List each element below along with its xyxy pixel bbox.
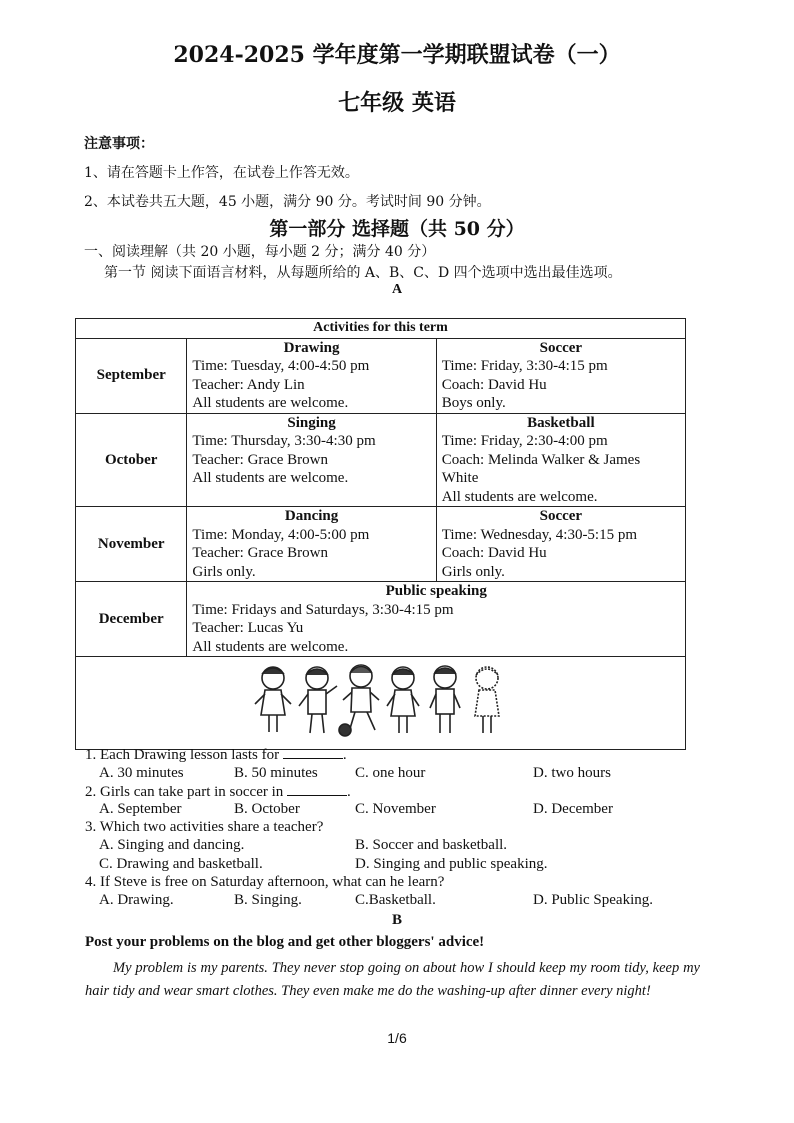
activity-title: Dancing (284, 508, 339, 524)
activity-time: Time: Monday, 4:00-5:00 pm (192, 526, 370, 543)
question-2 (85, 783, 351, 801)
activity-coach: Coach: David Hu (441, 545, 547, 561)
option-b: B. October (234, 801, 300, 817)
question-1 (85, 746, 347, 764)
table-header-row (76, 319, 686, 339)
children-drawing-icon (251, 660, 511, 740)
option-c: C. November (355, 801, 436, 817)
table-caption: Activities for this term (76, 319, 686, 339)
blog-paragraph: My problem is my parents. They never stop going on about how I should keep my room tidy, keep my hair tidy and wear smart clothes. They even make me do the washing-up after dinner every night! (85, 960, 700, 999)
question-stem: 4. If Steve is free on Saturday afternoon, what can he learn? (85, 874, 445, 890)
activity-teacher: Teacher: Lucas Yu (192, 620, 304, 636)
activity-eligibility: Girls only. (441, 563, 505, 580)
option-a: A. Singing and dancing. (99, 837, 245, 853)
option-d: D. two hours (533, 765, 611, 781)
activity-eligibility: All students are welcome. (192, 638, 349, 655)
option-b: B. 50 minutes (234, 765, 318, 781)
activity-eligibility: Girls only. (192, 563, 256, 580)
activity-title: Drawing (283, 339, 340, 356)
activity-cell (187, 413, 436, 507)
activity-cell (436, 507, 685, 582)
activities-table (75, 318, 686, 750)
activity-eligibility: All students are welcome. (192, 395, 349, 411)
note-item-2: 2、本试卷共五大题，45 小题，满分 90 分。考试时间 90 分钟。 (84, 194, 491, 210)
activity-cell (187, 507, 436, 582)
activity-eligibility: All students are welcome. (192, 470, 349, 486)
month-cell: December (76, 582, 187, 657)
activity-cell (436, 338, 685, 413)
passage-b-label: B (391, 912, 402, 928)
option-d: D. Singing and public speaking. (355, 856, 548, 872)
question-end: . (347, 784, 351, 800)
activity-cell (187, 582, 686, 657)
question-3 (85, 819, 323, 836)
activity-time: Time: Thursday, 3:30-4:30 pm (192, 433, 376, 449)
question-stem: 2. Girls can take part in soccer in (85, 784, 284, 800)
question-stem: 3. Which two activities share a teacher? (85, 819, 324, 835)
option-a: A. September (99, 801, 182, 817)
option-d: D. Public Speaking. (533, 892, 653, 908)
option-c: C.Basketball. (355, 892, 436, 908)
answer-blank (287, 783, 347, 796)
notes-heading: 注意事项： (84, 136, 154, 152)
answer-blank (283, 746, 343, 759)
table-row (76, 413, 686, 507)
table-row (76, 582, 686, 657)
option-a: A. 30 minutes (99, 765, 184, 781)
section-title: 第一部分 选择题（共 50 分） (269, 218, 525, 240)
kids-illustration (76, 657, 686, 750)
activity-eligibility: Boys only. (441, 395, 506, 411)
activity-time: Time: Friday, 2:30-4:00 pm (441, 433, 608, 449)
activity-title: Public speaking (385, 583, 487, 599)
month-cell: October (76, 413, 187, 507)
option-b: B. Singing. (234, 892, 302, 908)
activity-title: Soccer (539, 339, 583, 356)
option-c: C. Drawing and basketball. (99, 856, 263, 872)
activity-cell (436, 413, 685, 507)
option-a: A. Drawing. (99, 892, 174, 908)
question-end: . (342, 747, 347, 763)
activity-time: Time: Fridays and Saturdays, 3:30-4:15 pm (192, 601, 454, 618)
month-cell: November (76, 507, 187, 582)
part-one-heading: 一、阅读理解（共 20 小题，每小题 2 分；满分 40 分） (84, 244, 436, 260)
activity-eligibility: All students are welcome. (441, 488, 598, 505)
activity-coach: Coach: David Hu (441, 376, 547, 393)
passage-a-label: A (391, 282, 403, 297)
activity-cell (187, 338, 436, 413)
activity-coach: Coach: Melinda Walker & James White (441, 451, 641, 486)
activity-title: Soccer (539, 508, 583, 524)
table-row (76, 507, 686, 582)
activity-title: Singing (287, 414, 336, 431)
page-subtitle: 七年级 英语 (338, 90, 456, 116)
illustration-row (76, 657, 686, 750)
page-number: 1/6 (387, 1030, 407, 1046)
note-item-1: 1、请在答题卡上作答，在试卷上作答无效。 (84, 165, 359, 181)
page-title: 2024-2025 学年度第一学期联盟试卷（一） (173, 42, 621, 68)
month-cell: September (76, 338, 187, 413)
activity-title: Basketball (527, 414, 595, 431)
instruction-text: 第一节 阅读下面语言材料，从每题所给的 A、B、C、D 四个选项中选出最佳选项。 (104, 265, 622, 281)
activity-time: Time: Tuesday, 4:00-4:50 pm (192, 358, 370, 374)
option-b: B. Soccer and basketball. (355, 837, 508, 853)
activity-time: Time: Wednesday, 4:30-5:15 pm (441, 526, 638, 543)
activity-time: Time: Friday, 3:30-4:15 pm (441, 358, 608, 374)
activity-teacher: Teacher: Grace Brown (192, 451, 328, 468)
activity-teacher: Teacher: Andy Lin (192, 376, 305, 393)
option-d: D. December (533, 801, 613, 817)
option-c: C. one hour (355, 765, 426, 781)
question-stem: 1. Each Drawing lesson lasts for (85, 747, 280, 763)
activity-teacher: Teacher: Grace Brown (192, 545, 328, 561)
blog-heading: Post your problems on the blog and get other bloggers' advice! (85, 934, 485, 950)
question-4 (85, 874, 444, 891)
table-row (76, 338, 686, 413)
